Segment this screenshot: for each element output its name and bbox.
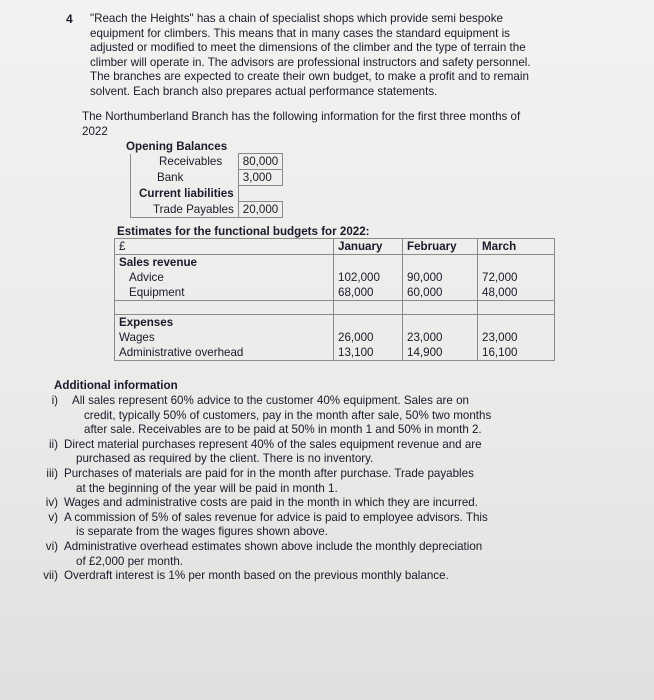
note-line: Overdraft interest is 1% per month based on the previous monthly balance. <box>64 569 449 583</box>
list-item <box>30 394 630 438</box>
question-intro <box>90 12 610 99</box>
cell-value: 90,000 <box>403 270 478 285</box>
question-number: 4 <box>66 12 73 26</box>
note-line: is separate from the wages figures shown above. <box>76 525 328 539</box>
table-row <box>115 315 555 331</box>
row-value: 80,000 <box>238 154 282 170</box>
lead-line: The Northumberland Branch has the following information for the first three months of <box>82 110 521 123</box>
opening-balances-title: Opening Balances <box>126 140 228 153</box>
table-row <box>115 330 555 345</box>
lead-line: 2022 <box>82 124 108 138</box>
note-number: i) <box>51 394 58 407</box>
row-value: 20,000 <box>238 202 282 218</box>
empty-cell <box>115 301 334 315</box>
cell-value: 60,000 <box>403 285 478 301</box>
empty-cell <box>334 315 403 331</box>
sales-heading: Sales revenue <box>115 255 334 271</box>
month-header: March <box>478 239 555 255</box>
note-line: A commission of 5% of sales revenue for advice is paid to employee advisors. This <box>64 510 488 524</box>
note-line: Wages and administrative costs are paid in the month in which they are incurred. <box>64 496 478 510</box>
note-line: purchased as required by the client. There is no inventory. <box>76 452 374 466</box>
empty-cell <box>478 315 555 331</box>
additional-info-notes <box>30 394 630 584</box>
table-row <box>115 301 555 315</box>
note-number: v) <box>48 510 58 524</box>
cell-value: 13,100 <box>334 345 403 361</box>
row-label: Wages <box>115 330 334 345</box>
cell-value: 23,000 <box>403 330 478 345</box>
note-line: after sale. Receivables are to be paid at 50% in month 1 and 50% in month 2. <box>84 423 482 437</box>
row-label: Receivables <box>131 154 239 170</box>
note-number: iii) <box>46 466 58 480</box>
cell-value: 72,000 <box>478 270 555 285</box>
empty-cell <box>403 315 478 331</box>
table-row <box>131 154 283 170</box>
empty-cell <box>478 301 555 315</box>
list-item <box>30 438 630 467</box>
table-row <box>115 285 555 301</box>
cell-value: 68,000 <box>334 285 403 301</box>
cell-value: 16,100 <box>478 345 555 361</box>
additional-info-title: Additional information <box>54 379 178 392</box>
list-item <box>30 511 630 540</box>
estimates-title: Estimates for the functional budgets for 2022: <box>117 225 370 238</box>
cell-value: 14,900 <box>403 345 478 361</box>
cell-value: 102,000 <box>334 270 403 285</box>
list-item <box>30 467 630 496</box>
row-label: Advice <box>115 270 334 285</box>
cell-value: 48,000 <box>478 285 555 301</box>
row-label: Trade Payables <box>131 202 239 218</box>
row-value <box>238 186 282 202</box>
note-line: All sales represent 60% advice to the customer 40% equipment. Sales are on <box>72 394 469 407</box>
row-label: Bank <box>131 170 239 186</box>
opening-balances-table <box>130 153 283 218</box>
intro-line: The branches are expected to create their own budget, to make a profit and to remain <box>90 70 529 83</box>
expenses-heading: Expenses <box>115 315 334 331</box>
table-row <box>131 186 283 202</box>
empty-cell <box>334 301 403 315</box>
currency-symbol: £ <box>115 239 334 255</box>
row-label: Equipment <box>115 285 334 301</box>
note-line: Administrative overhead estimates shown above include the monthly depreciation <box>64 539 483 553</box>
empty-cell <box>334 255 403 271</box>
list-item <box>30 540 630 569</box>
empty-cell <box>403 255 478 271</box>
note-number: ii) <box>48 437 58 451</box>
intro-line: solvent. Each branch also prepares actual performance statements. <box>90 84 438 98</box>
note-line: of £2,000 per month. <box>76 554 183 568</box>
table-row <box>131 202 283 218</box>
table-row <box>115 345 555 361</box>
row-label: Administrative overhead <box>115 345 334 361</box>
estimates-table <box>114 238 555 361</box>
empty-cell <box>478 255 555 271</box>
note-line: at the beginning of the year will be paid in month 1. <box>76 481 338 495</box>
note-line: Purchases of materials are paid for in the month after purchase. Trade payables <box>64 466 474 480</box>
note-line: credit, typically 50% of customers, pay in the month after sale, 50% two months <box>84 408 492 422</box>
note-number: iv) <box>45 496 58 510</box>
cell-value: 26,000 <box>334 330 403 345</box>
month-header: January <box>334 239 403 255</box>
list-item <box>30 496 630 511</box>
branch-lead <box>82 110 622 139</box>
list-item <box>30 569 630 584</box>
intro-line: climber will operate in. The advisors are professional instructors and safety personnel. <box>90 55 531 69</box>
intro-line: "Reach the Heights" has a chain of specialist shops which provide semi bespoke <box>90 12 503 25</box>
month-header: February <box>403 239 478 255</box>
intro-line: equipment for climbers. This means that in many cases the standard equipment is <box>90 26 510 40</box>
note-number: vi) <box>45 539 58 553</box>
table-row <box>131 170 283 186</box>
note-number: vii) <box>43 569 58 583</box>
row-value: 3,000 <box>238 170 282 186</box>
table-row <box>115 255 555 271</box>
intro-line: adjusted or modified to meet the dimensions of the climber and the type of terrain the <box>90 41 526 54</box>
table-row <box>115 270 555 285</box>
note-line: Direct material purchases represent 40% of the sales equipment revenue and are <box>64 437 482 451</box>
cell-value: 23,000 <box>478 330 555 345</box>
empty-cell <box>403 301 478 315</box>
table-row <box>115 239 555 255</box>
row-label: Current liabilities <box>131 186 239 202</box>
